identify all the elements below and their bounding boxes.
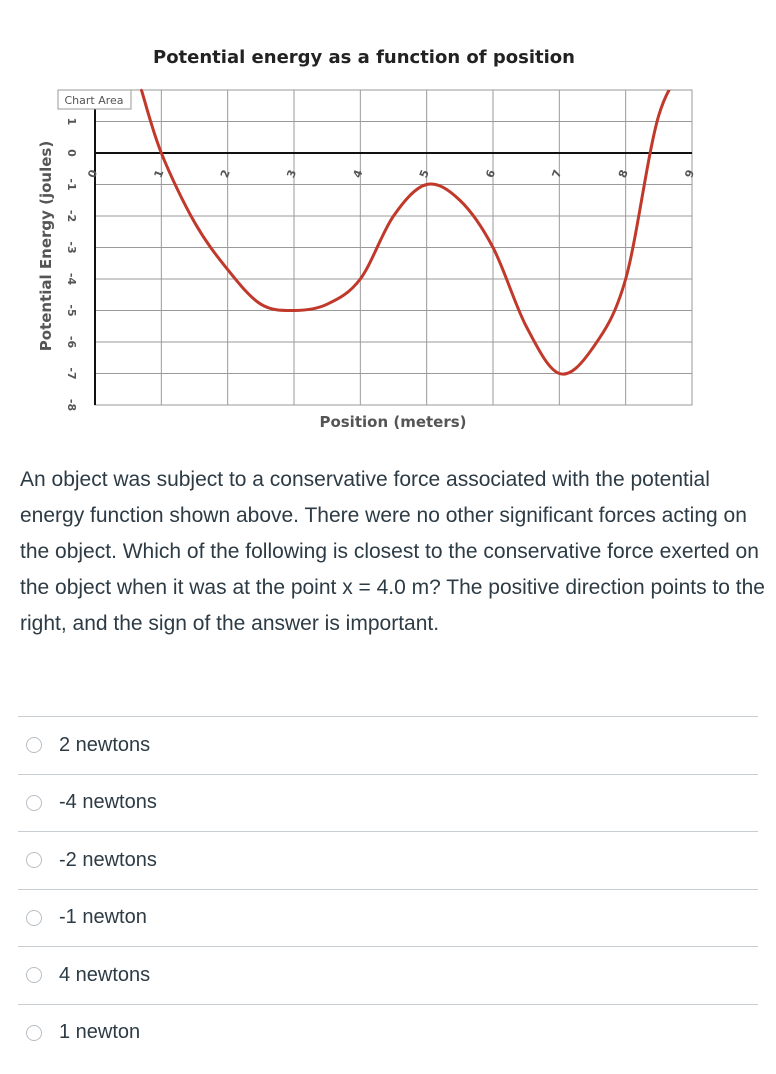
data-point <box>160 152 162 154</box>
answer-option[interactable] <box>18 831 758 889</box>
question-text: An object was subject to a conservative force associated with the potential energy function shown above. There were no other significant forces acting on the object. Which of the following is closest to the conservative force exerted on the object when it was at the point x = 4.0 m? The positive direction points to the right, and the sign of the answer is important. <box>20 468 765 635</box>
y-tick-label: -1 <box>65 178 78 191</box>
y-axis-title: Potential Energy (joules) <box>37 140 55 352</box>
answer-option[interactable] <box>18 889 758 947</box>
answer-option[interactable] <box>18 774 758 832</box>
data-point <box>525 325 527 327</box>
chart-grid <box>95 90 692 405</box>
chart-area-tooltip <box>58 90 131 109</box>
y-tick-labels <box>65 118 78 411</box>
data-point <box>326 303 328 305</box>
x-tick-label: 8 <box>615 167 631 180</box>
x-tick-label: 4 <box>350 167 366 180</box>
data-point <box>140 89 142 91</box>
data-point <box>392 215 394 217</box>
x-tick-label: 2 <box>217 167 233 180</box>
chart-title: Potential energy as a function of position <box>153 47 575 68</box>
y-tick-label: -8 <box>65 398 78 412</box>
y-tick-label: -4 <box>65 272 78 286</box>
y-tick-label: -3 <box>65 241 78 254</box>
radio-button[interactable] <box>26 852 42 868</box>
data-point <box>591 347 593 349</box>
data-point <box>193 221 195 223</box>
answer-option[interactable] <box>18 946 758 1004</box>
answer-label: -1 newton <box>59 906 147 929</box>
answer-label: -4 newtons <box>59 791 157 814</box>
x-tick-label: 6 <box>483 167 499 180</box>
data-point <box>293 309 295 311</box>
x-tick-label: 3 <box>284 167 300 180</box>
y-tick-label: 1 <box>65 117 78 126</box>
x-tick-label: 5 <box>416 167 432 180</box>
data-point <box>658 114 660 116</box>
radio-button[interactable] <box>26 910 42 926</box>
data-point <box>624 278 626 280</box>
x-tick-label: 1 <box>151 167 167 180</box>
answer-label: -2 newtons <box>59 848 157 871</box>
x-tick-label: 7 <box>549 167 565 180</box>
data-point <box>260 303 262 305</box>
x-tick-labels <box>85 168 697 180</box>
data-point <box>226 268 228 270</box>
data-point <box>425 183 427 185</box>
answer-list <box>18 716 758 1061</box>
answer-label: 2 newtons <box>59 733 151 756</box>
radio-button[interactable] <box>26 967 42 983</box>
y-tick-label: 0 <box>65 149 78 157</box>
x-axis-title: Position (meters) <box>319 413 467 431</box>
answer-label: 1 newton <box>59 1021 141 1044</box>
y-tick-label: -7 <box>65 367 78 380</box>
answer-option[interactable] <box>18 716 758 774</box>
chart-area-tooltip-label: Chart Area <box>64 94 124 107</box>
y-tick-label: -5 <box>65 304 78 317</box>
x-tick-label: 0 <box>85 167 101 180</box>
potential-energy-chart <box>0 0 776 450</box>
radio-button[interactable] <box>26 737 42 753</box>
radio-button[interactable] <box>26 1025 42 1041</box>
y-tick-label: -6 <box>65 335 78 349</box>
y-tick-label: -2 <box>65 209 78 223</box>
answer-option[interactable] <box>18 1004 758 1062</box>
radio-button[interactable] <box>26 795 42 811</box>
data-point <box>492 246 494 248</box>
data-point <box>459 199 461 201</box>
chart-series <box>140 59 692 375</box>
data-point <box>558 372 560 374</box>
data-point <box>359 278 361 280</box>
answer-label: 4 newtons <box>59 963 151 986</box>
x-tick-label: 9 <box>682 167 698 180</box>
